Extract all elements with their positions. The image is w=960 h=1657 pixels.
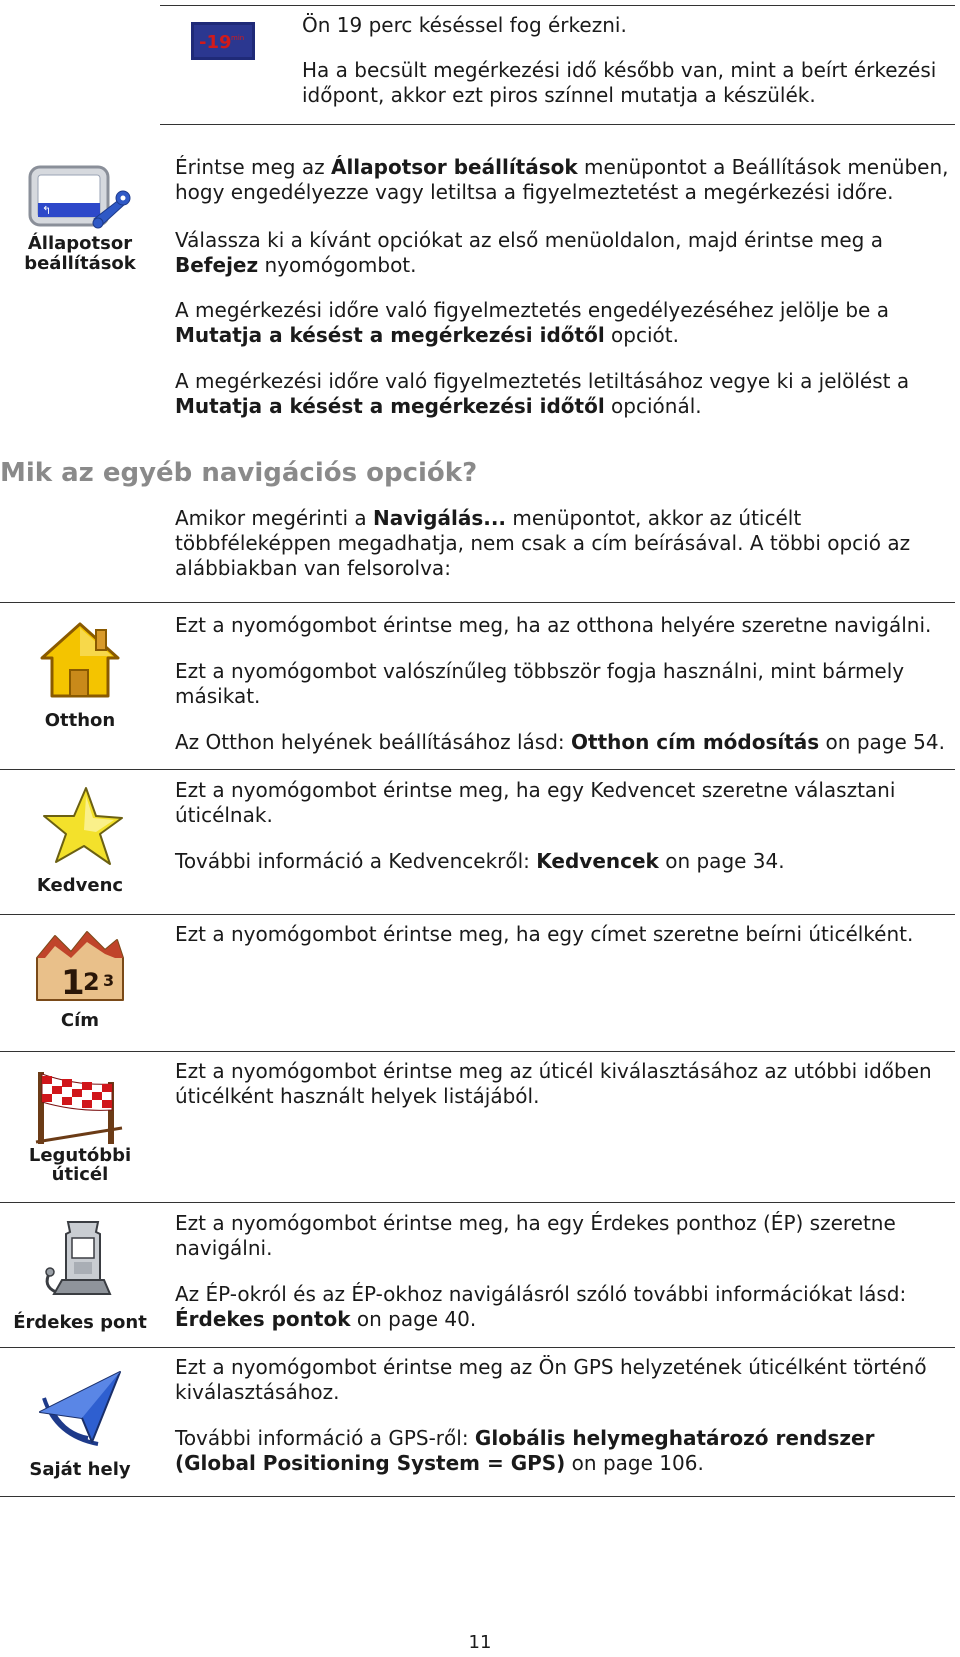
status-bar-settings-label: Állapotsor beállítások [24, 233, 136, 274]
status-settings-p1: Érintse meg az Állapotsor beállítások menüpontot a Beállítások menüben, hogy engedélyezze vagy letiltsa a figyelmeztetést a megérkezési időre. [175, 155, 949, 204]
rule-bottom [0, 1496, 955, 1497]
home-p3: Az Otthon helyének beállításához lásd: Otthon cím módosítás on page 54. [175, 730, 945, 754]
star-icon [38, 786, 124, 868]
recent-label-1: Legutóbbi [28, 1145, 132, 1166]
late-badge-text: -19 [199, 32, 232, 53]
rule-before-address [0, 914, 955, 915]
my-location-icon [36, 1364, 126, 1448]
late-badge-unit: min [231, 34, 245, 42]
status-settings-p2: Válassza ki a kívánt opciókat az első menüoldalon, majd érintse meg a Befejez nyomógombot. [175, 228, 883, 277]
favourite-p2: További információ a Kedvencekről: Kedvencek on page 34. [175, 849, 785, 873]
address-label: Cím [60, 1010, 100, 1031]
section-intro: Amikor megérinti a Navigálás... menüpontot, akkor az úticélt többféleképpen megadhatja, nem csak a cím beírásával. A többi opció az alábbiakban van felsorolva: [175, 506, 911, 580]
poi-p2: Az ÉP-okról és az ÉP-okhoz navigálásról szóló további információkat lásd: Érdekes pontok on page 40. [175, 1282, 907, 1331]
rule-before-my-location [0, 1347, 955, 1348]
home-p2: Ezt a nyomógombot valószínűleg többször fogja használni, mint bármely másikat. [175, 659, 905, 708]
svg-text:3: 3 [103, 971, 115, 990]
rule-before-favourite [0, 769, 955, 770]
my-location-label: Saját hely [29, 1459, 131, 1480]
status-settings-p4: A megérkezési időre való figyelmeztetés letiltásához vegye ki a jelölést a Mutatja a késést a megérkezési időtől opciónál. [175, 369, 910, 418]
late-badge-icon [191, 22, 255, 60]
svg-text:2: 2 [83, 968, 100, 996]
svg-text:1: 1 [61, 963, 85, 1003]
late-line-1: Ön 19 perc késéssel fog érkezni. [302, 13, 627, 37]
my-location-p1: Ezt a nyomógombot érintse meg az Ön GPS helyzetének úticélként történő kiválasztásához. [175, 1355, 927, 1404]
status-bar-settings-icon [28, 165, 134, 231]
favourite-p1: Ezt a nyomógombot érintse meg, ha egy Kedvencet szeretne választani úticélnak. [175, 778, 896, 827]
home-p1: Ezt a nyomógombot érintse meg, ha az otthona helyére szeretne navigálni. [175, 613, 932, 637]
my-location-p2: További információ a GPS-ről: Globális helymeghatározó rendszer (Global Positioning System = GPS) on page 106. [175, 1426, 875, 1475]
favourite-label: Kedvenc [36, 875, 124, 896]
rule-after-late [160, 124, 955, 125]
recent-p1: Ezt a nyomógombot érintse meg az úticél kiválasztásához az utóbbi időben úticélként használt helyek listájából. [175, 1059, 932, 1108]
rule-before-home [0, 602, 955, 603]
recent-destination-icon [32, 1068, 128, 1146]
status-settings-p3: A megérkezési időre való figyelmeztetés engedélyezéséhez jelölje be a Mutatja a késést a megérkezési időtől opciót. [175, 298, 889, 347]
top-rule [160, 5, 955, 6]
late-line-2: Ha a becsült megérkezési idő később van, mint a beírt érkezési időpont, akkor ezt piros színnel mutatja a készülék. [302, 58, 937, 107]
poi-icon [40, 1220, 124, 1302]
rule-before-recent [0, 1051, 955, 1052]
page-number: 11 [468, 1632, 492, 1653]
recent-label-2: úticél [51, 1164, 109, 1185]
svg-text:↰: ↰ [42, 204, 52, 217]
address-p1: Ezt a nyomógombot érintse meg, ha egy címet szeretne beírni úticélként. [175, 922, 914, 946]
poi-label: Érdekes pont [13, 1312, 147, 1333]
section-title: Mik az egyéb navigációs opciók? [0, 458, 478, 488]
address-icon [35, 928, 125, 1004]
home-label: Otthon [44, 710, 116, 731]
poi-p1: Ezt a nyomógombot érintse meg, ha egy Érdekes ponthoz (ÉP) szeretne navigálni. [175, 1211, 896, 1260]
home-icon [38, 620, 122, 702]
rule-before-poi [0, 1202, 955, 1203]
